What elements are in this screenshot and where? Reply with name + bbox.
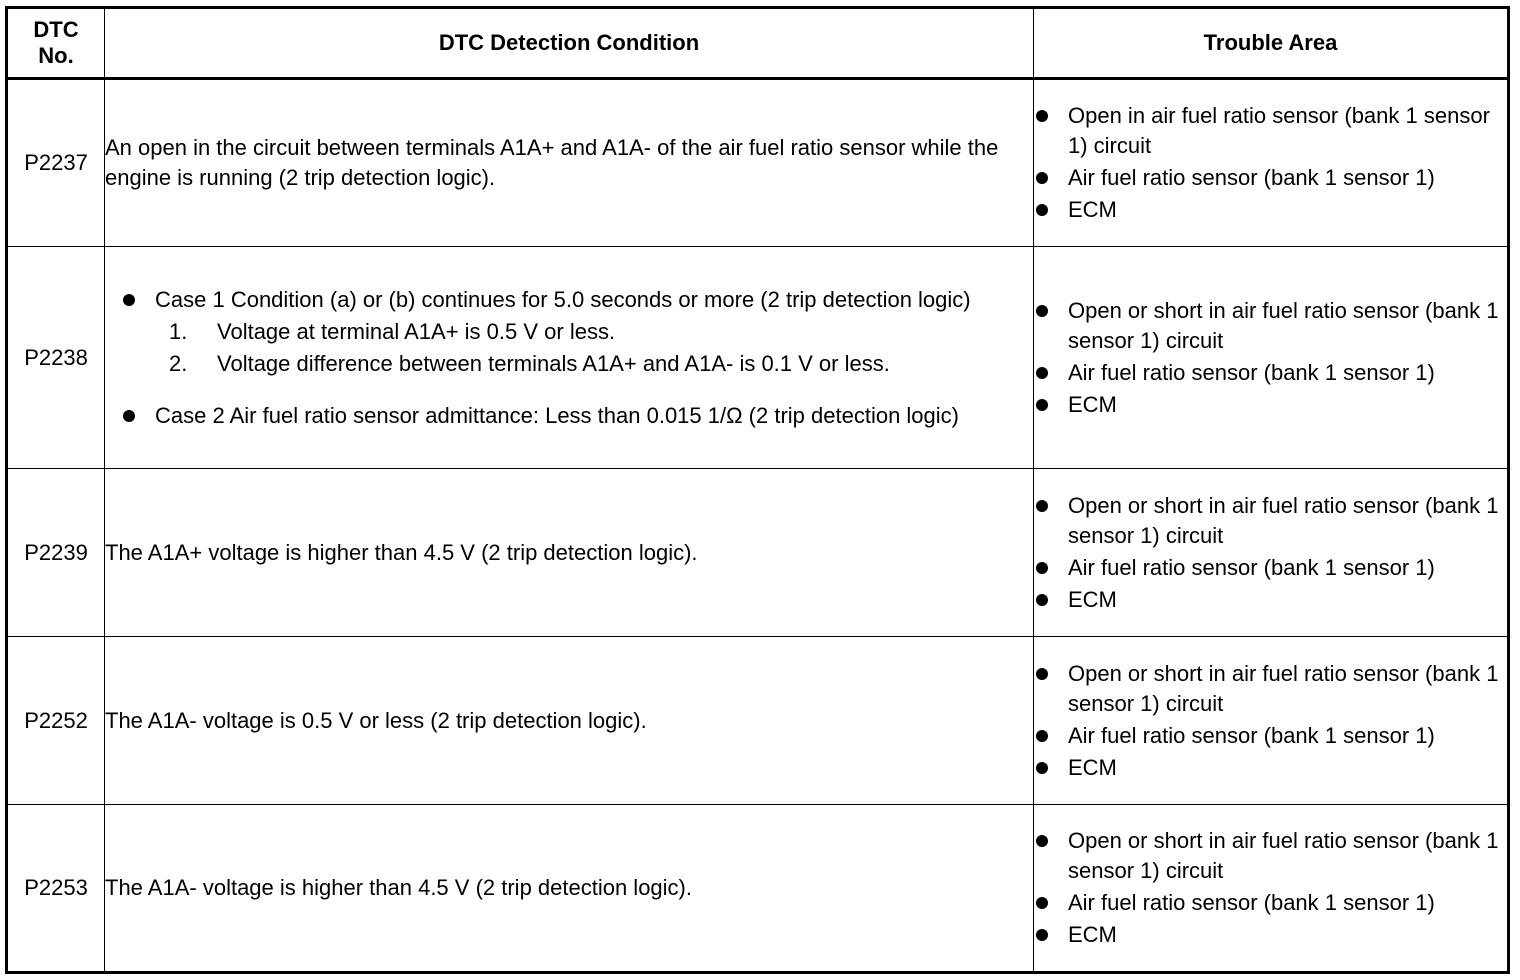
bullet-icon [1036,594,1048,606]
list-item [1034,753,1507,783]
list-item [1034,101,1507,161]
table-row [7,637,1509,805]
header-dtc-no: DTC No. [7,8,105,79]
list-item [1034,195,1507,225]
detection-condition [105,247,1034,469]
list-item [1034,553,1507,583]
header-condition: DTC Detection Condition [105,8,1034,79]
bullet-icon [1036,305,1048,317]
trouble-area-list [1034,659,1507,783]
trouble-area-cell [1034,247,1509,469]
case-1-text: Case 1 Condition (a) or (b) continues for 5.0 seconds or more (2 trip detection logic) [155,286,971,312]
list-item [1034,920,1507,950]
list-item [105,401,1033,431]
bullet-icon [1036,929,1048,941]
trouble-area-list [1034,101,1507,225]
bullet-icon [1036,399,1048,411]
trouble-area-text: Open or short in air fuel ratio sensor (bank 1 sensor 1) circuit [1068,492,1499,548]
case-2-text: Case 2 Air fuel ratio sensor admittance: Less than 0.015 1/Ω (2 trip detection logic) [155,402,959,428]
detection-condition: The A1A+ voltage is higher than 4.5 V (2 trip detection logic). [105,469,1034,637]
table-row [7,247,1509,469]
bullet-icon [1036,668,1048,680]
list-item [1034,163,1507,193]
dtc-code: P2252 [7,637,105,805]
bullet-icon [123,410,135,422]
list-item [1034,296,1507,356]
list-item [1034,358,1507,388]
bullet-icon [1036,562,1048,574]
trouble-area-text: Open or short in air fuel ratio sensor (bank 1 sensor 1) circuit [1068,660,1499,716]
list-item [1034,888,1507,918]
trouble-area-text: Air fuel ratio sensor (bank 1 sensor 1) [1068,165,1435,190]
list-item [1034,390,1507,420]
bullet-icon [1036,762,1048,774]
list-item [1034,491,1507,551]
list-item [1034,826,1507,886]
bullet-icon [1036,835,1048,847]
trouble-area-cell [1034,79,1509,247]
list-item [1034,659,1507,719]
trouble-area-text: Open or short in air fuel ratio sensor (bank 1 sensor 1) circuit [1068,828,1499,883]
trouble-area-text: ECM [1068,754,1117,780]
bullet-icon [123,294,135,306]
trouble-area-text: Air fuel ratio sensor (bank 1 sensor 1) [1068,722,1435,748]
detection-condition: The A1A- voltage is higher than 4.5 V (2 trip detection logic). [105,805,1034,973]
bullet-icon [1036,204,1048,216]
trouble-area-cell [1034,637,1509,805]
trouble-area-text: Air fuel ratio sensor (bank 1 sensor 1) [1068,890,1435,915]
list-item [167,317,1033,347]
bullet-icon [1036,367,1048,379]
header-row [7,8,1509,79]
trouble-area-list [1034,826,1507,950]
trouble-area-cell [1034,469,1509,637]
case-1-sub-list [155,317,1033,379]
bullet-icon [1036,897,1048,909]
bullet-icon [1036,110,1048,122]
dtc-table [5,6,1510,974]
detection-condition: The A1A- voltage is 0.5 V or less (2 trip detection logic). [105,637,1034,805]
list-item [167,349,1033,379]
bullet-icon [1036,500,1048,512]
table-row [7,79,1509,247]
dtc-code: P2238 [7,247,105,469]
header-trouble-area: Trouble Area [1034,8,1509,79]
trouble-area-text: Open or short in air fuel ratio sensor (bank 1 sensor 1) circuit [1068,297,1499,353]
trouble-area-cell [1034,805,1509,973]
table-row [7,469,1509,637]
sub-item-number: 1. [169,318,188,344]
bullet-icon [1036,172,1048,184]
trouble-area-list [1034,491,1507,615]
list-item [105,285,1033,399]
bullet-icon [1036,730,1048,742]
dtc-code: P2237 [7,79,105,247]
dtc-code: P2239 [7,469,105,637]
trouble-area-list [1034,296,1507,420]
sub-item-number: 2. [169,350,188,376]
trouble-area-text: Open in air fuel ratio sensor (bank 1 sensor 1) circuit [1068,103,1490,158]
sub-item-text: Voltage difference between terminals A1A+ and A1A- is 0.1 V or less. [217,350,890,376]
sub-item-text: Voltage at terminal A1A+ is 0.5 V or less. [217,318,616,344]
trouble-area-text: ECM [1068,391,1117,417]
trouble-area-text: ECM [1068,586,1117,612]
table-row [7,805,1509,973]
trouble-area-text: Air fuel ratio sensor (bank 1 sensor 1) [1068,359,1435,385]
condition-case-list [105,285,1033,431]
list-item [1034,721,1507,751]
dtc-code: P2253 [7,805,105,973]
trouble-area-text: ECM [1068,197,1117,222]
detection-condition: An open in the circuit between terminals A1A+ and A1A- of the air fuel ratio sensor while the engine is running (2 trip detection logic). [105,79,1034,247]
list-item [1034,585,1507,615]
trouble-area-text: Air fuel ratio sensor (bank 1 sensor 1) [1068,554,1435,580]
trouble-area-text: ECM [1068,922,1117,947]
